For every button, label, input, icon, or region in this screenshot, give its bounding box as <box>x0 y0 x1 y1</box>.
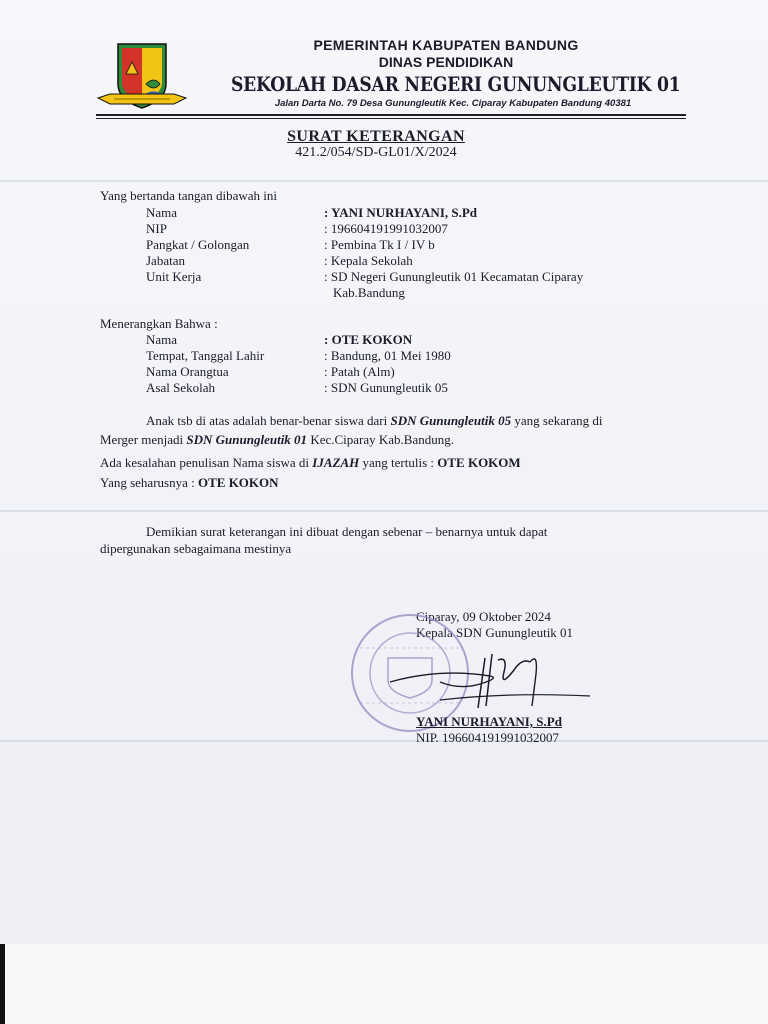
signer-value: : SD Negeri Gunungleutik 01 Kecamatan Ciparay <box>324 269 584 284</box>
body-paragraph: Ada kesalahan penulisan Nama siswa di IJAZAH yang tertulis : OTE KOKOM <box>100 455 521 470</box>
signer-value-cont: Kab.Bandung <box>333 285 405 300</box>
signer-nip: NIP. 196604191991032007 <box>416 730 560 745</box>
student-value: : OTE KOKON <box>324 332 413 347</box>
signer-value: : Pembina Tk I / IV b <box>324 237 435 252</box>
signer-value: : 196604191991032007 <box>324 221 448 236</box>
student-value: : Bandung, 01 Mei 1980 <box>324 348 451 363</box>
signer-label: Nama <box>146 205 178 220</box>
signer-value: : Kepala Sekolah <box>324 253 413 268</box>
school-address: Jalan Darta No. 79 Desa Gunungleutik Kec. Ciparay Kabupaten Bandung 40381 <box>274 98 632 109</box>
student-label: Tempat, Tanggal Lahir <box>146 348 265 363</box>
school-name: SEKOLAH DASAR NEGERI GUNUNGLEUTIK 01 <box>231 72 681 96</box>
fold-line <box>0 510 768 512</box>
letter-number: 421.2/054/SD-GL01/X/2024 <box>295 145 457 160</box>
closing-line: Demikian surat keterangan ini dibuat dengan sebenar – benarnya untuk dapat <box>146 524 548 539</box>
letterhead <box>196 36 696 111</box>
signer-intro: Yang bertanda tangan dibawah ini <box>100 188 278 203</box>
signer-label: NIP <box>146 221 167 236</box>
student-intro: Menerangkan Bahwa : <box>100 316 218 331</box>
scan-edge <box>0 944 5 1024</box>
student-label: Asal Sekolah <box>146 380 215 395</box>
scan-margin <box>0 944 768 1024</box>
fold-line <box>0 740 768 742</box>
kabupaten-bandung-logo-icon <box>96 40 188 112</box>
closing-line: dipergunakan sebagaimana mestinya <box>100 541 292 556</box>
letter-title: SURAT KETERANGAN <box>287 128 465 145</box>
body-paragraph: Merger menjadi SDN Gunungleutik 01 Kec.Ciparay Kab.Bandung. <box>100 432 454 447</box>
student-value: : SDN Gunungleutik 05 <box>324 380 448 395</box>
department-name: DINAS PENDIDIKAN <box>378 54 514 70</box>
handwritten-signature-icon <box>380 650 600 720</box>
signer-label: Unit Kerja <box>146 269 202 284</box>
letterhead-rule <box>96 118 686 119</box>
place-date: Ciparay, 09 Oktober 2024 <box>416 609 551 624</box>
letterhead-rule <box>96 114 686 116</box>
signer-value: : YANI NURHAYANI, S.Pd <box>324 205 478 220</box>
fold-line <box>0 180 768 182</box>
body-paragraph: Anak tsb di atas adalah benar-benar siswa dari SDN Gunungleutik 05 yang sekarang di <box>146 413 603 428</box>
government-name: PEMERINTAH KABUPATEN BANDUNG <box>313 37 579 53</box>
signer-label: Pangkat / Golongan <box>146 237 250 252</box>
student-value: : Patah (Alm) <box>324 364 395 379</box>
body-paragraph: Yang seharusnya : OTE KOKON <box>100 475 279 490</box>
student-label: Nama Orangtua <box>146 364 229 379</box>
signer-position: Kepala SDN Gunungleutik 01 <box>416 625 574 640</box>
student-label: Nama <box>146 332 178 347</box>
signer-label: Jabatan <box>146 253 185 268</box>
signer-name: YANI NURHAYANI, S.Pd <box>416 714 562 729</box>
